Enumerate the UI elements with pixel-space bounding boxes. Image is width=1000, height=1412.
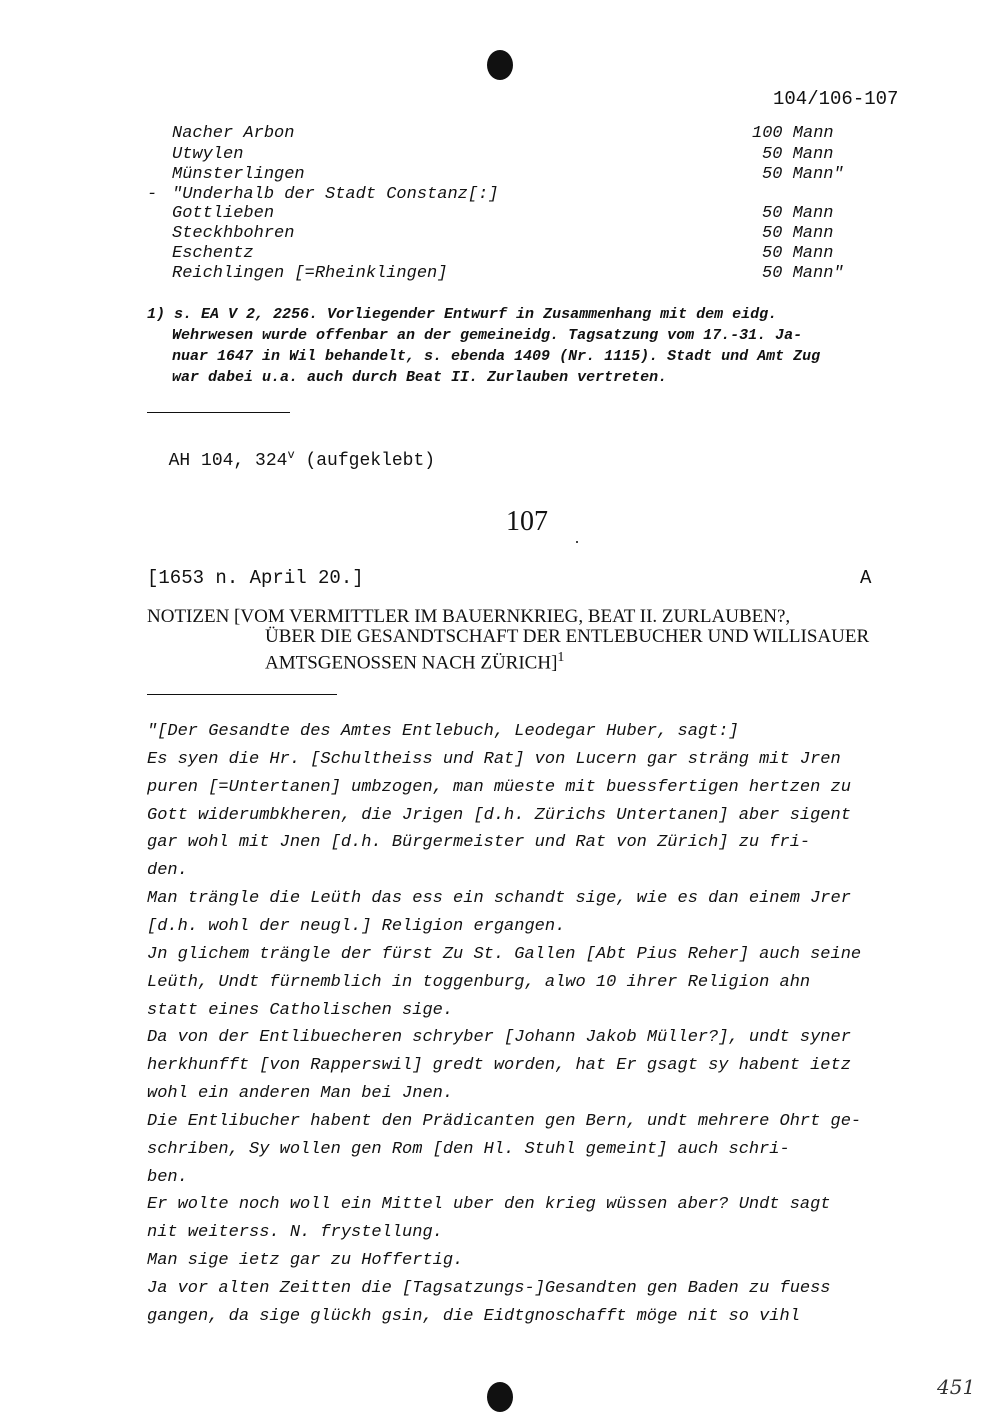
troop-count: 50 Mann: [762, 244, 834, 263]
body-line: wohl ein anderen Man bei Jnen.: [147, 1084, 454, 1103]
divider: [147, 412, 290, 413]
place-name: Münsterlingen: [172, 165, 305, 184]
title-line: ÜBER DIE GESANDTSCHAFT DER ENTLEBUCHER UND WILLISAUER: [265, 626, 870, 647]
source-note: (aufgeklebt): [305, 451, 436, 471]
body-line: Die Entlibucher habent den Prädicanten gen Bern, undt mehrere Ohrt ge-: [147, 1112, 862, 1131]
source-ref: AH 104, 324: [168, 451, 288, 471]
body-line: Gott widerumbkheren, die Jrigen [d.h. Zürichs Untertanen] aber sigent: [147, 806, 851, 825]
troop-count: 50 Mann": [762, 165, 844, 184]
footnote-line: Wehrwesen wurde offenbar an der gemeineidg. Tagsatzung vom 17.-31. Ja-: [172, 327, 803, 344]
page-reference: 104/106-107: [773, 88, 899, 110]
source-reference: [147, 428, 435, 471]
body-line: Er wolte noch woll ein Mittel uber den krieg wüssen aber? Undt sagt: [147, 1195, 831, 1214]
title-line: AMTSGENOSSEN NACH ZÜRICH]$^1$: [265, 650, 565, 674]
place-name: Steckhbohren: [172, 224, 295, 243]
place-name: Nacher Arbon: [172, 124, 295, 143]
place-name: Utwylen: [172, 145, 244, 164]
body-line: Da von der Entlibuecheren schryber [Johann Jakob Müller?], undt syner: [147, 1028, 851, 1047]
body-line: "[Der Gesandte des Amtes Entlebuch, Leodegar Huber, sagt:]: [147, 722, 739, 741]
speck: [576, 541, 578, 543]
punch-hole-top: [487, 50, 513, 80]
troop-count: 50 Mann: [762, 224, 834, 243]
body-line: Jn glichem trängle der fürst Zu St. Gallen [Abt Pius Reher] auch seine: [147, 945, 862, 964]
place-name: Reichlingen [=Rheinklingen]: [172, 264, 448, 283]
document-number: 107: [506, 506, 548, 537]
body-line: gangen, da sige glückh gsin, die Eidtgnoschafft möge nit so vihl: [147, 1307, 800, 1326]
troop-count: 50 Mann": [762, 264, 844, 283]
body-line: ben.: [147, 1168, 188, 1187]
source-sup: v: [287, 448, 295, 462]
body-line: schriben, Sy wollen gen Rom [den Hl. Stuhl gemeint] auch schri-: [147, 1140, 790, 1159]
title-line: NOTIZEN [VOM VERMITTLER IM BAUERNKRIEG, BEAT II. ZURLAUBEN?,: [147, 606, 791, 627]
body-line: den.: [147, 861, 188, 880]
body-line: herkhunfft [von Rapperswil] gredt worden, hat Er gsagt sy habent ietz: [147, 1056, 851, 1075]
body-line: Es syen die Hr. [Schultheiss und Rat] von Lucern gar sträng mit Jren: [147, 750, 841, 769]
row-dash: -: [147, 185, 158, 204]
document-date: [1653 n. April 20.]: [147, 567, 364, 589]
punch-hole-bottom: [487, 1382, 513, 1412]
body-line: nit weiterss. N. frystellung.: [147, 1223, 443, 1242]
troop-count: 50 Mann: [762, 204, 834, 223]
handwritten-page-number: 451: [937, 1375, 976, 1399]
body-line: Man trängle die Leüth das ess ein schandt sige, wie es dan einem Jrer: [147, 889, 851, 908]
body-line: gar wohl mit Jnen [d.h. Bürgermeister und Rat von Zürich] zu fri-: [147, 833, 811, 852]
body-line: statt eines Catholischen sige.: [147, 1001, 454, 1020]
body-line: puren [=Untertanen] umbzogen, man müeste mit buessfertigen hertzen zu: [147, 778, 851, 797]
footnote-line: nuar 1647 in Wil behandelt, s. ebenda 1409 (Nr. 1115). Stadt und Amt Zug: [172, 348, 821, 365]
body-line: [d.h. wohl der neugl.] Religion ergangen.: [147, 917, 566, 936]
troop-count: 100 Mann: [752, 124, 834, 143]
footnote-line: 1) s. EA V 2, 2256. Vorliegender Entwurf in Zusammenhang mit dem eidg.: [147, 306, 778, 323]
footnote-line: war dabei u.a. auch durch Beat II. Zurlauben vertreten.: [172, 369, 668, 386]
document-letter: A: [860, 567, 872, 589]
body-line: Ja vor alten Zeitten die [Tagsatzungs-]Gesandten gen Baden zu fuess: [147, 1279, 831, 1298]
title-footnote-mark: 1: [557, 650, 565, 665]
place-name: Eschentz: [172, 244, 254, 263]
body-line: Leüth, Undt fürnemblich in toggenburg, alwo 10 ihrer Religion ahn: [147, 973, 811, 992]
body-line: Man sige ietz gar zu Hoffertig.: [147, 1251, 464, 1270]
divider: [147, 694, 337, 695]
place-name: Gottlieben: [172, 204, 275, 223]
place-name: "Underhalb der Stadt Constanz[:]: [172, 185, 499, 204]
troop-count: 50 Mann: [762, 145, 834, 164]
